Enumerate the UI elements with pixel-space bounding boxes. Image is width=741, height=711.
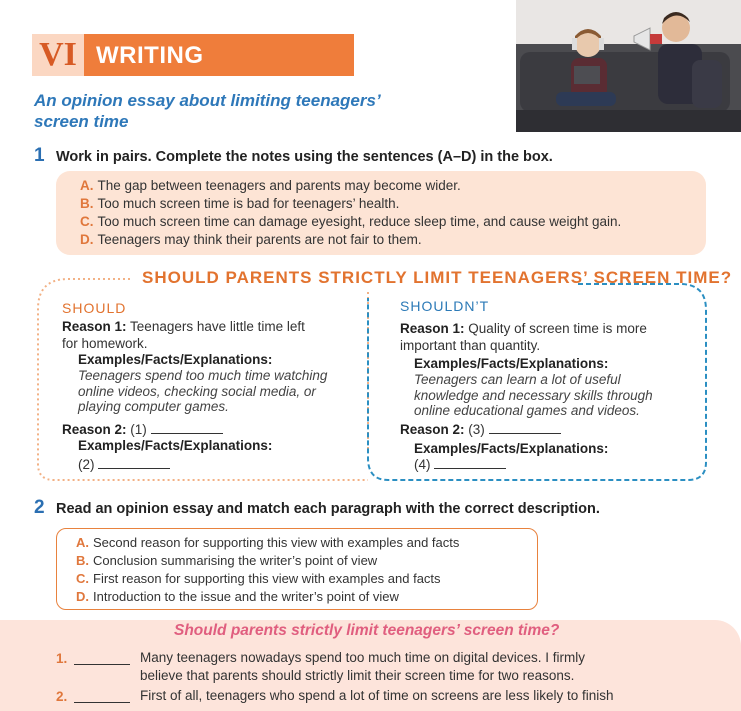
should-reason-2: Reason 2: (1) bbox=[62, 421, 223, 438]
shouldnt-examples: Teenagers can learn a lot of useful knowledge and necessary skills through online educational games and videos. bbox=[414, 372, 653, 418]
shouldnt-examples-label: Examples/Facts/Explanations: bbox=[414, 356, 609, 371]
task-2-number: 2 bbox=[34, 497, 45, 518]
should-column-title: SHOULD bbox=[62, 300, 127, 316]
task-2-instruction: Read an opinion essay and match each paragraph with the correct description. bbox=[56, 501, 600, 517]
blank-3[interactable] bbox=[489, 421, 561, 434]
shouldnt-reason-2: Reason 2: (3) bbox=[400, 421, 561, 438]
task-1-number: 1 bbox=[34, 145, 45, 166]
task-1-option-b: B. Too much screen time is bad for teenagers’ health. bbox=[80, 196, 400, 211]
lesson-subtitle bbox=[34, 90, 381, 132]
essay-paragraph-1-blank[interactable] bbox=[74, 652, 130, 665]
should-examples-2-label: Examples/Facts/Explanations: bbox=[78, 438, 273, 453]
task-1-option-a: A. The gap between teenagers and parents may become wider. bbox=[80, 178, 461, 193]
task-1-option-d: D. Teenagers may think their parents are not fair to them. bbox=[80, 232, 422, 247]
should-reason-1: Reason 1: Teenagers have little time left for homework. bbox=[62, 319, 305, 351]
task-2-option-b: B. Conclusion summarising the writer’s point of view bbox=[76, 553, 378, 568]
task-1-option-c: C. Too much screen time can damage eyesight, reduce sleep time, and cause weight gain. bbox=[80, 214, 622, 229]
essay-paragraph-2-blank[interactable] bbox=[74, 690, 130, 703]
subtitle-line-2: screen time bbox=[34, 112, 129, 131]
should-examples-2: (2) bbox=[78, 456, 170, 473]
essay-paragraph-1-number: 1. bbox=[56, 651, 68, 666]
should-examples: Teenagers spend too much time watching online videos, checking social media, or playing computer games. bbox=[78, 368, 328, 414]
section-number: VI bbox=[32, 34, 84, 76]
essay-title: Should parents strictly limit teenagers’ screen time? bbox=[174, 622, 560, 639]
essay-paragraph-1-line-1: Many teenagers nowadays spend too much time on digital devices. I firmly bbox=[140, 650, 585, 665]
should-examples-label: Examples/Facts/Explanations: bbox=[78, 352, 273, 367]
task-2-option-d: D. Introduction to the issue and the writer’s point of view bbox=[76, 589, 399, 604]
subtitle-line-1: An opinion essay about limiting teenagers’ bbox=[34, 91, 381, 110]
blank-1[interactable] bbox=[151, 421, 223, 434]
essay-paragraph-1-line-2: believe that parents should strictly limit their screen time for two reasons. bbox=[140, 668, 575, 683]
blank-4[interactable] bbox=[434, 456, 506, 469]
photo-illustration bbox=[516, 0, 741, 132]
notes-heading: SHOULD PARENTS STRICTLY LIMIT TEENAGERS’ SCREEN TIME? bbox=[142, 268, 733, 287]
task-2-option-a: A. Second reason for supporting this view with examples and facts bbox=[76, 535, 460, 550]
task-2-option-c: C. First reason for supporting this view with examples and facts bbox=[76, 571, 441, 586]
shouldnt-examples-2: (4) bbox=[414, 456, 506, 473]
blank-2[interactable] bbox=[98, 456, 170, 469]
task-1-instruction: Work in pairs. Complete the notes using the sentences (A–D) in the box. bbox=[56, 149, 553, 165]
essay-paragraph-2-number: 2. bbox=[56, 689, 68, 704]
essay-paragraph-2-line-1: First of all, teenagers who spend a lot of time on screens are less likely to finish bbox=[140, 688, 614, 703]
section-title: WRITING bbox=[96, 42, 204, 69]
shouldnt-reason-1: Reason 1: Quality of screen time is more important than quantity. bbox=[400, 321, 647, 353]
shouldnt-examples-2-label: Examples/Facts/Explanations: bbox=[414, 441, 609, 456]
photo-parent-megaphone-teen-tablet bbox=[516, 0, 741, 132]
shouldnt-column-title: SHOULDN’T bbox=[400, 298, 490, 314]
